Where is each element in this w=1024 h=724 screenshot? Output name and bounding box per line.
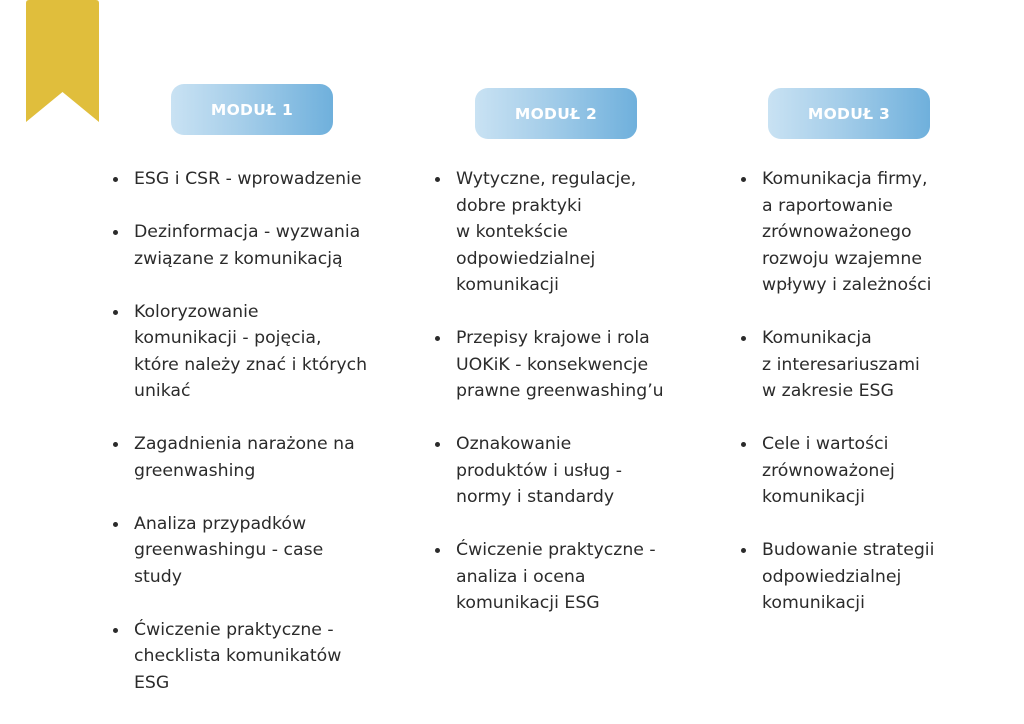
module-1-badge: [171, 84, 333, 135]
list-item: Zagadnienia narażone na greenwashing: [112, 431, 412, 484]
list-item: Budowanie strategii odpowiedzialnej komunikacji: [740, 537, 1010, 617]
list-item: Przepisy krajowe i rola UOKiK - konsekwencje prawne greenwashing’u: [434, 325, 714, 405]
list-item: Oznakowanie produktów i usług - normy i standardy: [434, 431, 714, 511]
list-item: Koloryzowanie komunikacji - pojęcia, które należy znać i których unikać: [112, 299, 412, 405]
list-item: Dezinformacja - wyzwania związane z komunikacją: [112, 219, 412, 272]
list-item: Komunikacja firmy, a raportowanie zrównoważonego rozwoju wzajemne wpływy i zależności: [740, 166, 1010, 299]
list-item: Ćwiczenie praktyczne - checklista komunikatów ESG: [112, 617, 412, 697]
list-item: Komunikacja z interesariuszami w zakresie ESG: [740, 325, 1010, 405]
module-2-label: MODUŁ 2: [514, 104, 598, 123]
bookmark-ribbon-icon: [26, 0, 99, 125]
module-3-label: MODUŁ 3: [807, 104, 891, 123]
module-2-topics: [434, 166, 714, 643]
list-item: ESG i CSR - wprowadzenie: [112, 166, 412, 193]
module-3-badge: [768, 88, 930, 139]
list-item: Ćwiczenie praktyczne - analiza i ocena komunikacji ESG: [434, 537, 714, 617]
list-item: Analiza przypadków greenwashingu - case study: [112, 511, 412, 591]
module-1-label: MODUŁ 1: [210, 100, 294, 119]
list-item: Cele i wartości zrównoważonej komunikacji: [740, 431, 1010, 511]
module-2-badge: [475, 88, 637, 139]
module-3-topics: [740, 166, 1010, 643]
module-1-topics: [112, 166, 412, 723]
list-item: Wytyczne, regulacje, dobre praktyki w kontekście odpowiedzialnej komunikacji: [434, 166, 714, 299]
